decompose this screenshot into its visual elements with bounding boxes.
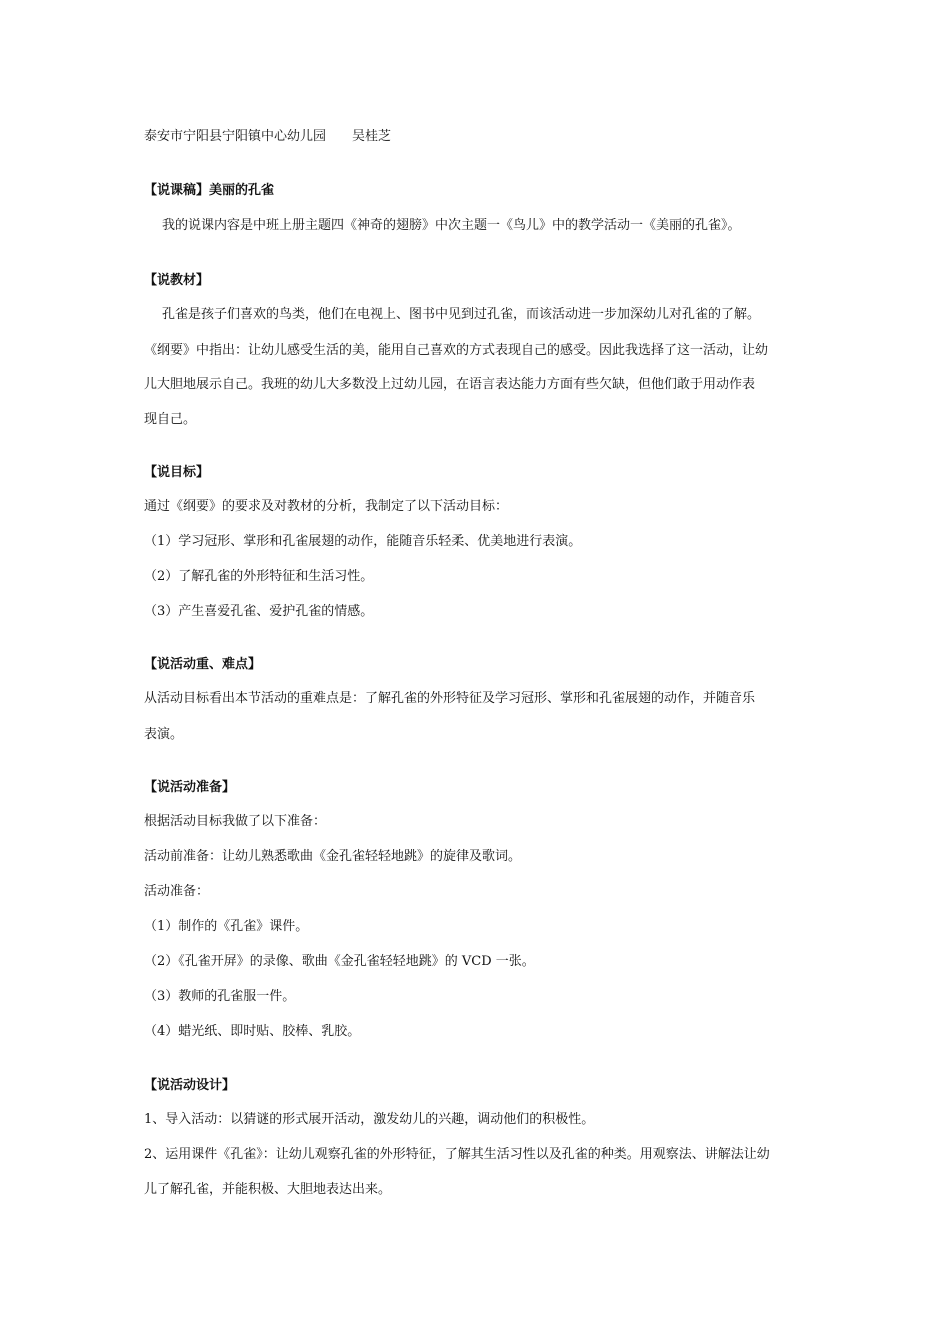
material-heading: 【说教材】 xyxy=(144,273,210,288)
design-line: 1、导入活动：以猜谜的形式展开活动，激发幼儿的兴趣，调动他们的积极性。 xyxy=(144,1112,595,1127)
preparation-line: （3）教师的孔雀服一件。 xyxy=(144,989,296,1004)
preparation-heading: 【说活动准备】 xyxy=(144,780,236,795)
intro-heading: 【说课稿】美丽的孔雀 xyxy=(144,183,275,198)
material-line: 《纲要》中指出：让幼儿感受生活的美，能用自己喜欢的方式表现自己的感受。因此我选择了这一活动，让幼 xyxy=(144,343,769,358)
goals-line: （2）了解孔雀的外形特征和生活习性。 xyxy=(144,569,374,584)
material-line: 孔雀是孩子们喜欢的鸟类，他们在电视上、图书中见到过孔雀，而该活动进一步加深幼儿对孔雀的了解。 xyxy=(162,307,761,322)
design-line: 2、运用课件《孔雀》：让幼儿观察孔雀的外形特征，了解其生活习性以及孔雀的种类。用观察法、讲解法让幼 xyxy=(144,1147,770,1162)
preparation-line: （2）《孔雀开屏》的录像、歌曲《金孔雀轻轻地跳》的 VCD 一张。 xyxy=(144,954,535,969)
goals-line: 通过《纲要》的要求及对教材的分析，我制定了以下活动目标： xyxy=(144,499,509,514)
intro-text: 我的说课内容是中班上册主题四《神奇的翅膀》中次主题一《鸟儿》中的教学活动一《美丽的孔雀》。 xyxy=(162,218,741,233)
goals-heading: 【说目标】 xyxy=(144,465,210,480)
key-points-line: 从活动目标看出本节活动的重难点是：了解孔雀的外形特征及学习冠形、掌形和孔雀展翅的动作，并随音乐 xyxy=(144,691,756,706)
key-points-line: 表演。 xyxy=(144,727,184,742)
key-points-heading: 【说活动重、难点】 xyxy=(144,657,262,672)
preparation-line: 活动前准备：让幼儿熟悉歌曲《金孔雀轻轻地跳》的旋律及歌词。 xyxy=(144,849,522,864)
preparation-line: （1）制作的《孔雀》课件。 xyxy=(144,919,309,934)
design-line: 儿了解孔雀，并能积极、大胆地表达出来。 xyxy=(144,1182,392,1197)
design-heading: 【说活动设计】 xyxy=(144,1078,236,1093)
preparation-line: 根据活动目标我做了以下准备： xyxy=(144,814,327,829)
preparation-line: 活动准备： xyxy=(144,884,210,899)
material-line: 现自己。 xyxy=(144,412,197,427)
preparation-line: （4）蜡光纸、即时贴、胶棒、乳胶。 xyxy=(144,1024,361,1039)
author-line: 泰安市宁阳县宁阳镇中心幼儿园 吴桂芝 xyxy=(144,129,392,144)
goals-line: （3）产生喜爱孔雀、爱护孔雀的情感。 xyxy=(144,604,374,619)
material-line: 儿大胆地展示自己。我班的幼儿大多数没上过幼儿园，在语言表达能力方面有些欠缺，但他们敢于用动作表 xyxy=(144,377,756,392)
goals-line: （1）学习冠形、掌形和孔雀展翅的动作，能随音乐轻柔、优美地进行表演。 xyxy=(144,534,582,549)
